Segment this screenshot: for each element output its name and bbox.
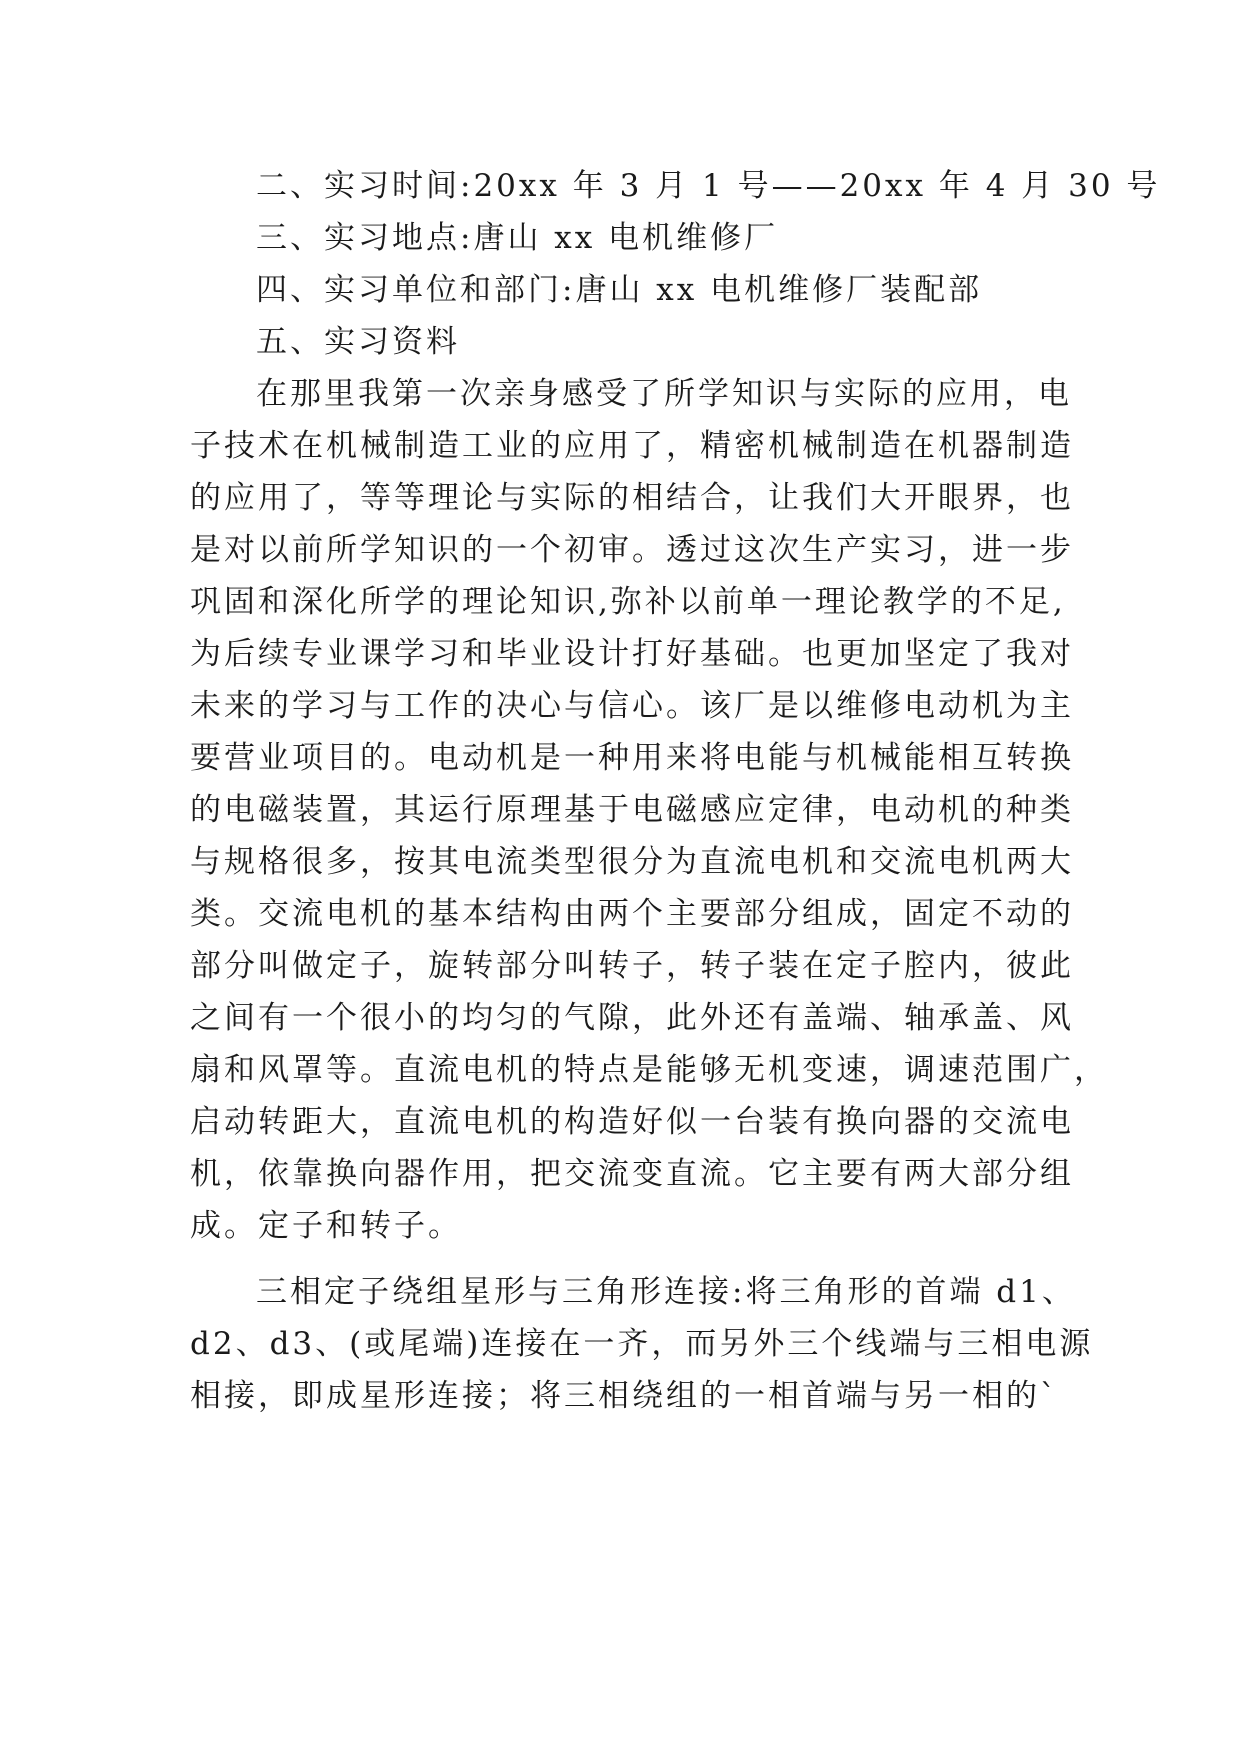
paragraph-line: 成。定子和转子。 (190, 1208, 462, 1244)
paragraph-line: 启动转距大，直流电机的构造好似一台装有换向器的交流电 (190, 1104, 1074, 1140)
paragraph-internship-description (190, 368, 1108, 1252)
paragraph-line: 是对以前所学知识的一个初审。透过这次生产实习，进一步 (190, 532, 1074, 568)
paragraph-line: 相接，即成星形连接；将三相绕组的一相首端与另一相的` (190, 1378, 1059, 1414)
heading-internship-location: 三、实习地点:唐山 xx 电机维修厂 (256, 220, 779, 256)
paragraph-line: 与规格很多，按其电流类型很分为直流电机和交流电机两大 (190, 844, 1074, 880)
paragraph-line: 巩固和深化所学的理论知识,弥补以前单一理论教学的不足, (190, 584, 1066, 620)
heading-internship-content: 五、实习资料 (256, 324, 460, 360)
paragraph-line: 类。交流电机的基本结构由两个主要部分组成，固定不动的 (190, 896, 1074, 932)
paragraph-line: 为后续专业课学习和毕业设计打好基础。也更加坚定了我对 (190, 636, 1074, 672)
document-body (190, 160, 1161, 1422)
paragraph-line: 在那里我第一次亲身感受了所学知识与实际的应用，电 (256, 376, 1072, 412)
paragraph-line: 子技术在机械制造工业的应用了，精密机械制造在机器制造 (190, 428, 1074, 464)
paragraph-line: 要营业项目的。电动机是一种用来将电能与机械能相互转换 (190, 740, 1074, 776)
paragraph-line: 机，依靠换向器作用，把交流变直流。它主要有两大部分组 (190, 1156, 1074, 1192)
paragraph-line: 之间有一个很小的均匀的气隙，此外还有盖端、轴承盖、风 (190, 1000, 1074, 1036)
paragraph-line: 三相定子绕组星形与三角形连接:将三角形的首端 d1、 (256, 1274, 1076, 1310)
paragraph-line: d2、d3、(或尾端)连接在一齐，而另外三个线端与三相电源 (190, 1326, 1094, 1362)
paragraph-line: 部分叫做定子，旋转部分叫转子，转子装在定子腔内，彼此 (190, 948, 1074, 984)
section-headings (190, 160, 1161, 368)
paragraph-winding-connection (190, 1266, 1094, 1422)
paragraph-line: 扇和风罩等。直流电机的特点是能够无机变速，调速范围广， (190, 1052, 1108, 1088)
paragraph-line: 的电磁装置，其运行原理基于电磁感应定律，电动机的种类 (190, 792, 1074, 828)
paragraph-line: 的应用了，等等理论与实际的相结合，让我们大开眼界，也 (190, 480, 1074, 516)
heading-internship-time: 二、实习时间:20xx 年 3 月 1 号——20xx 年 4 月 30 号 (256, 168, 1161, 204)
paragraph-line: 未来的学习与工作的决心与信心。该厂是以维修电动机为主 (190, 688, 1074, 724)
paragraph-spacer (190, 1252, 1052, 1266)
heading-internship-unit: 四、实习单位和部门:唐山 xx 电机维修厂装配部 (256, 272, 983, 308)
